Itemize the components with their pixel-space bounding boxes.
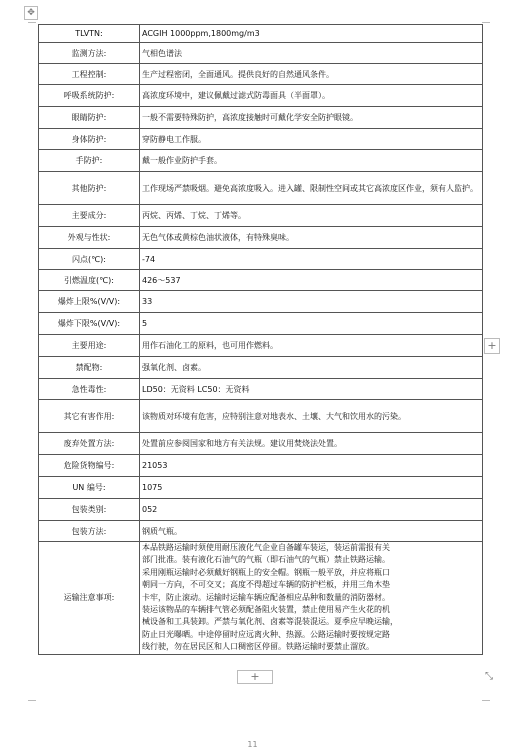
row-value[interactable]: 21053 [140,455,483,477]
row-label[interactable]: 包装类别: [39,499,140,521]
table-row [39,499,483,521]
transport-line: 部门批准。装有液化石油气的气瓶（即石油气的气瓶）禁止铁路运输。 [142,555,390,565]
transport-line: 采用刚瓶运输时必须戴好钢瓶上的安全帽。钢瓶一般平放，并应将瓶口 [142,567,390,577]
row-label[interactable]: 其它有害作用: [39,400,140,433]
row-value[interactable]: 钢质气瓶。 [140,521,483,542]
row-value[interactable]: 该物质对环境有危害，应特别注意对地表水、土壤、大气和饮用水的污染。 [140,400,483,433]
row-value[interactable]: 戴一般作业防护手套。 [140,150,483,172]
row-value[interactable]: 426～537 [140,270,483,291]
table-row [39,455,483,477]
row-label[interactable]: 眼睛防护: [39,107,140,129]
table-row [39,477,483,499]
transport-label[interactable]: 运输注意事项: [39,542,140,655]
row-label[interactable]: 呼吸系统防护: [39,85,140,107]
row-label[interactable]: 外观与性状: [39,227,140,249]
row-label[interactable]: 引燃温度(℃): [39,270,140,291]
table-row [39,107,483,129]
transport-line: 本品铁路运输时须使用耐压液化气企业自备罐车装运，装运前需报有关 [142,543,390,552]
row-value[interactable]: 33 [140,291,483,313]
row-label[interactable]: 危险货物编号: [39,455,140,477]
row-label[interactable]: 包装方法: [39,521,140,542]
table-row [39,357,483,379]
transport-line: 装运该物品的车辆排气管必须配备阻火装置，禁止使用易产生火花的机 [142,605,390,615]
row-label[interactable]: 工程控制: [39,64,140,85]
row-value[interactable]: 5 [140,313,483,335]
row-label[interactable]: 手防护: [39,150,140,172]
table-row [39,249,483,270]
table-row [39,172,483,205]
table-row [39,227,483,249]
row-label[interactable]: 废弃处置方法: [39,433,140,455]
row-label[interactable]: 主要成分: [39,205,140,227]
row-value[interactable]: 1075 [140,477,483,499]
table-row [39,433,483,455]
table-row [39,521,483,542]
table-row [39,43,483,64]
transport-line: 防止日光曝晒。中途停留时应远离火种、热源。公路运输时要按规定路 [142,629,390,639]
row-label[interactable]: 其他防护: [39,172,140,205]
row-value[interactable]: 工作现场严禁吸烟。避免高浓度吸入。进入罐、限制性空间或其它高浓度区作业，须有人监护。 [140,172,483,205]
table-row [39,335,483,357]
row-value[interactable]: 气相色谱法 [140,43,483,64]
row-value[interactable]: 丙烷、丙烯、丁烷、丁烯等。 [140,205,483,227]
row-value[interactable]: 生产过程密闭，全面通风。提供良好的自然通风条件。 [140,64,483,85]
msds-table [38,24,483,655]
page-number: 11 [247,740,258,749]
table-row [39,270,483,291]
row-label[interactable]: TLVTN: [39,25,140,43]
table-row [39,205,483,227]
row-label[interactable]: 爆炸上限%(V/V): [39,291,140,313]
row-label[interactable]: 禁配物: [39,357,140,379]
transport-line: 线行驶，勿在居民区和人口稠密区停留。铁路运输时要禁止溜放。 [142,642,374,652]
row-value[interactable]: 用作石油化工的原料，也可用作燃料。 [140,335,483,357]
transport-line: 械设备和工具装卸。严禁与氧化剂、卤素等混装混运。夏季应早晚运输， [142,617,398,627]
row-value[interactable]: 穿防静电工作服。 [140,129,483,150]
table-row [39,313,483,335]
row-value[interactable]: 一般不需要特殊防护，高浓度接触时可戴化学安全防护眼镜。 [140,107,483,129]
table-row [39,64,483,85]
insert-row-button[interactable]: + [484,338,500,354]
row-value[interactable]: LD50：无资料 LC50：无资料 [140,379,483,400]
table-move-handle[interactable]: ✥ [24,6,38,20]
row-label[interactable]: 闪点(℃): [39,249,140,270]
table-row-transport [39,542,483,655]
row-value[interactable]: 强氧化剂、卤素。 [140,357,483,379]
table-row [39,400,483,433]
row-label[interactable]: 身体防护: [39,129,140,150]
table-row [39,291,483,313]
row-value[interactable]: ACGIH 1000ppm,1800mg/m3 [140,25,483,43]
row-value[interactable]: 无色气体或黄棕色油状液体，有特殊臭味。 [140,227,483,249]
add-row-button[interactable]: + [237,670,273,684]
row-value[interactable]: 052 [140,499,483,521]
transport-line: 卡牢，防止滚动。运输时运输车辆应配备相应品种和数量的消防器材。 [142,592,390,602]
table-row [39,129,483,150]
row-label[interactable]: 主要用途: [39,335,140,357]
row-value[interactable]: 处置前应参阅国家和地方有关法规。建议用焚烧法处置。 [140,433,483,455]
table-row [39,25,483,43]
row-label[interactable]: 爆炸下限%(V/V): [39,313,140,335]
row-label[interactable]: UN 编号: [39,477,140,499]
table-row [39,150,483,172]
row-value[interactable]: -74 [140,249,483,270]
transport-line: 朝同一方向，不可交叉；高度不得超过车辆的防护栏板，并用三角木垫 [142,580,390,590]
table-resize-handle[interactable]: ⤡ [485,671,493,682]
row-value[interactable]: 高浓度环境中，建议佩戴过滤式防毒面具（半面罩）。 [140,85,483,107]
transport-notes[interactable] [140,542,483,655]
table-row [39,379,483,400]
table-row [39,85,483,107]
row-label[interactable]: 监测方法: [39,43,140,64]
row-label[interactable]: 急性毒性: [39,379,140,400]
